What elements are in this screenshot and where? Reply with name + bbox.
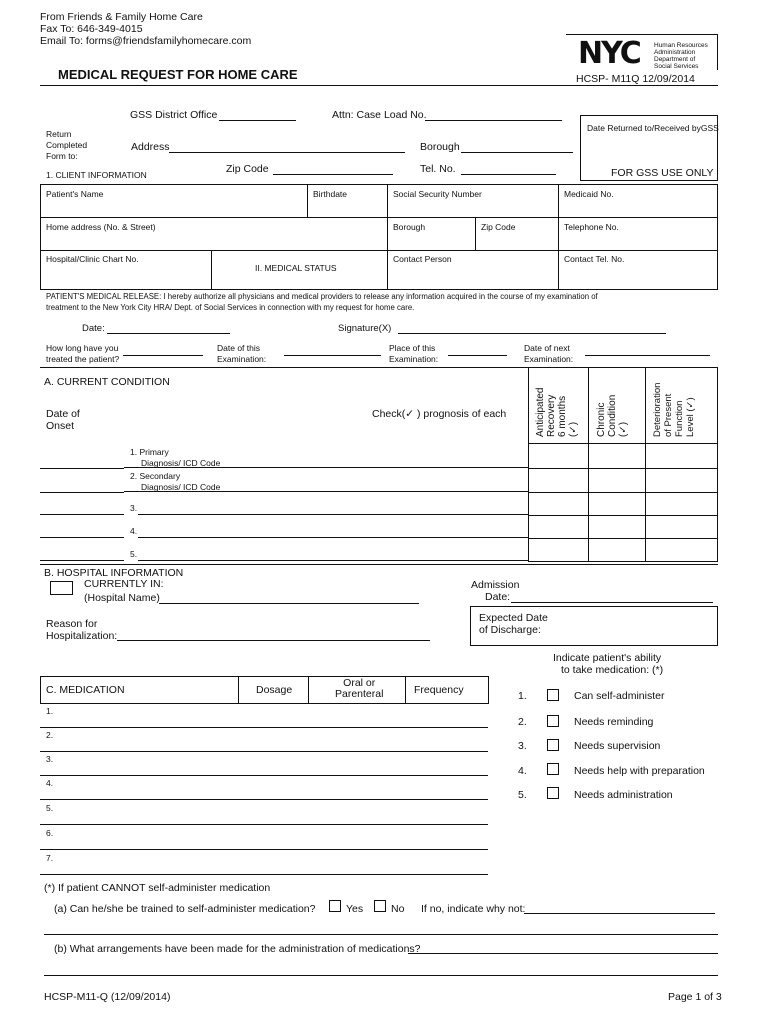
ability-label-5: Needs administration	[574, 789, 673, 801]
borough-field[interactable]	[461, 152, 573, 153]
release-text-2: treatment to the New York City HRA/ Dept. of Social Services in connection with my request for home care.	[46, 303, 415, 312]
caseload-field[interactable]	[425, 120, 562, 121]
yes-label: Yes	[346, 903, 364, 915]
how-long-label: How long have you treated the patient?	[46, 343, 120, 364]
logo-subtitle: Human Resources Administration Department of Social Services	[654, 42, 708, 70]
secondary-onset-field[interactable]	[40, 492, 124, 493]
contact-tel-label: Contact Tel. No.	[564, 254, 625, 264]
ability-label-1: Can self-administer	[574, 690, 665, 702]
home-address-label: Home address (No. & Street)	[46, 222, 156, 232]
next-exam-label: Date of next Examination:	[524, 343, 574, 364]
frequency-header: Frequency	[414, 684, 464, 696]
no-checkbox[interactable]	[374, 900, 386, 912]
chart-no-label: Hospital/Clinic Chart No.	[46, 254, 139, 264]
diagnosis-4-label: 4.	[130, 526, 138, 536]
release-date-field[interactable]	[107, 333, 230, 334]
ability-num-3: 3.	[518, 740, 527, 752]
med-row-1: 1.	[46, 706, 54, 716]
tel-label: Tel. No.	[420, 163, 456, 175]
yes-checkbox[interactable]	[329, 900, 341, 912]
client-section-title: 1. CLIENT INFORMATION	[46, 170, 147, 180]
signature-label: Signature(X)	[338, 323, 392, 334]
form-code: HCSP- M11Q 12/09/2014	[576, 73, 695, 85]
ability-label-2: Needs reminding	[574, 716, 654, 728]
med-row-3: 3.	[46, 754, 54, 764]
gss-district-label: GSS District Office	[130, 109, 218, 121]
date-onset-label: Date of Onset	[46, 408, 80, 432]
if-no-field[interactable]	[524, 913, 715, 914]
arrangements-field-2[interactable]	[44, 975, 718, 976]
med-row-2: 2.	[46, 730, 54, 740]
question-a: (a) Can he/she be trained to self-administer medication?	[54, 903, 316, 915]
ability-checkbox-4[interactable]	[547, 763, 559, 775]
med-row-4: 4.	[46, 778, 54, 788]
ability-checkbox-5[interactable]	[547, 787, 559, 799]
onset-4-field[interactable]	[40, 537, 124, 538]
birthdate-label: Birthdate	[313, 189, 348, 199]
ssn-label: Social Security Number	[393, 189, 482, 199]
chronic-condition-col: Chronic Condition (✓)	[596, 394, 629, 437]
expected-discharge-box: Expected Date of Discharge:	[470, 606, 718, 646]
anticipated-recovery-col: Anticipated Recovery 6 months (✓)	[535, 387, 579, 437]
dosage-header: Dosage	[256, 684, 293, 696]
admission-date-field[interactable]	[511, 602, 713, 603]
nyc-logo: NYC	[578, 36, 640, 71]
medical-status-title: II. MEDICAL STATUS	[255, 263, 337, 273]
onset-3-field[interactable]	[40, 514, 124, 515]
arrangements-field[interactable]	[408, 953, 718, 954]
if-no-label: If no, indicate why not:	[421, 903, 526, 915]
ability-label-3: Needs supervision	[574, 740, 661, 752]
ability-num-1: 1.	[518, 690, 527, 702]
hospital-name-field[interactable]	[159, 603, 419, 604]
med-row-7: 7.	[46, 853, 54, 863]
client-borough-label: Borough	[393, 222, 426, 232]
telephone-label: Telephone No.	[564, 222, 619, 232]
fax-line: Fax To: 646-349-4015	[40, 23, 143, 35]
ability-num-5: 5.	[518, 789, 527, 801]
borough-label: Borough	[420, 141, 460, 153]
diagnosis-3-field[interactable]	[138, 514, 528, 515]
patient-name-label: Patient's Name	[46, 189, 104, 199]
release-date-label: Date:	[82, 323, 105, 334]
secondary-diagnosis-field[interactable]	[124, 491, 528, 492]
deterioration-col: Deterioration of Present Function Level (✓)	[652, 382, 696, 437]
attn-label: Attn: Case Load No.	[332, 109, 427, 121]
date-exam-label: Date of this Examination:	[217, 343, 267, 364]
prognosis-label: Check(✓ ) prognosis of each	[372, 408, 507, 420]
email-line: Email To: forms@friendsfamilyhomecare.com	[40, 35, 252, 47]
currently-in-checkbox[interactable]	[50, 581, 73, 595]
tel-field[interactable]	[461, 174, 556, 175]
secondary-diagnosis-label: 2. Secondary Diagnosis/ ICD Code	[130, 471, 221, 492]
admission-label: Admission Date:	[471, 579, 520, 603]
diagnosis-4-field[interactable]	[138, 537, 528, 538]
ability-num-4: 4.	[518, 765, 527, 777]
from-line: From Friends & Family Home Care	[40, 11, 203, 23]
onset-5-field[interactable]	[40, 560, 124, 561]
oral-header: Oral or Parenteral	[335, 677, 384, 700]
ability-label-4: Needs help with preparation	[574, 765, 705, 777]
address-label: Address	[131, 141, 170, 153]
med-row-6: 6.	[46, 828, 54, 838]
ability-checkbox-3[interactable]	[547, 739, 559, 751]
med-row-5: 5.	[46, 803, 54, 813]
place-exam-field[interactable]	[448, 355, 507, 356]
diagnosis-3-label: 3.	[130, 503, 138, 513]
reason-label: Reason for Hospitalization:	[46, 618, 118, 642]
self-admin-note: (*) If patient CANNOT self-administer medication	[44, 882, 271, 894]
page-title: MEDICAL REQUEST FOR HOME CARE	[58, 67, 298, 82]
gss-use-box: Date Returned to/Received byGSS FOR GSS USE ONLY	[580, 115, 718, 181]
reason-field[interactable]	[117, 640, 430, 641]
condition-section-title: A. CURRENT CONDITION	[44, 376, 170, 388]
address-field[interactable]	[169, 152, 405, 153]
hospital-name-label: (Hospital Name)	[84, 592, 160, 604]
place-exam-label: Place of this Examination:	[389, 343, 439, 364]
hospital-section-title: B. HOSPITAL INFORMATION	[44, 567, 184, 579]
ability-num-2: 2.	[518, 716, 527, 728]
medicaid-label: Medicaid No.	[564, 189, 614, 199]
question-b: (b) What arrangements have been made for the administration of medications?	[54, 943, 421, 955]
if-no-field-2[interactable]	[44, 934, 718, 935]
footer-code: HCSP-M11-Q (12/09/2014)	[44, 991, 171, 1003]
client-zip-label: Zip Code	[481, 222, 516, 232]
medication-section-title: C. MEDICATION	[46, 684, 125, 696]
diagnosis-5-label: 5.	[130, 549, 138, 559]
gss-district-field[interactable]	[219, 120, 296, 121]
currently-in-label: CURRENTLY IN:	[84, 578, 164, 590]
ability-checkbox-1[interactable]	[547, 689, 559, 701]
release-text-1: PATIENT'S MEDICAL RELEASE: I hereby authorize all physicians and medical providers to release any information acquired in the course of my examination of	[46, 292, 598, 301]
page-number: Page 1 of 3	[668, 991, 722, 1003]
diagnosis-5-field[interactable]	[138, 560, 528, 561]
return-label: Return Completed Form to:	[46, 129, 88, 161]
next-exam-field[interactable]	[585, 355, 710, 356]
how-long-field[interactable]	[123, 355, 203, 356]
zip-label: Zip Code	[226, 163, 269, 175]
signature-field[interactable]	[398, 333, 666, 334]
ability-checkbox-2[interactable]	[547, 715, 559, 727]
contact-person-label: Contact Person	[393, 254, 452, 264]
primary-diagnosis-field[interactable]	[124, 467, 528, 468]
primary-diagnosis-label: 1. Primary Diagnosis/ ICD Code	[130, 447, 221, 468]
no-label: No	[391, 903, 405, 915]
ability-header: Indicate patient's ability to take medication: (*)	[552, 652, 664, 676]
date-exam-field[interactable]	[284, 355, 381, 356]
zip-field[interactable]	[273, 174, 393, 175]
primary-onset-field[interactable]	[40, 468, 124, 469]
